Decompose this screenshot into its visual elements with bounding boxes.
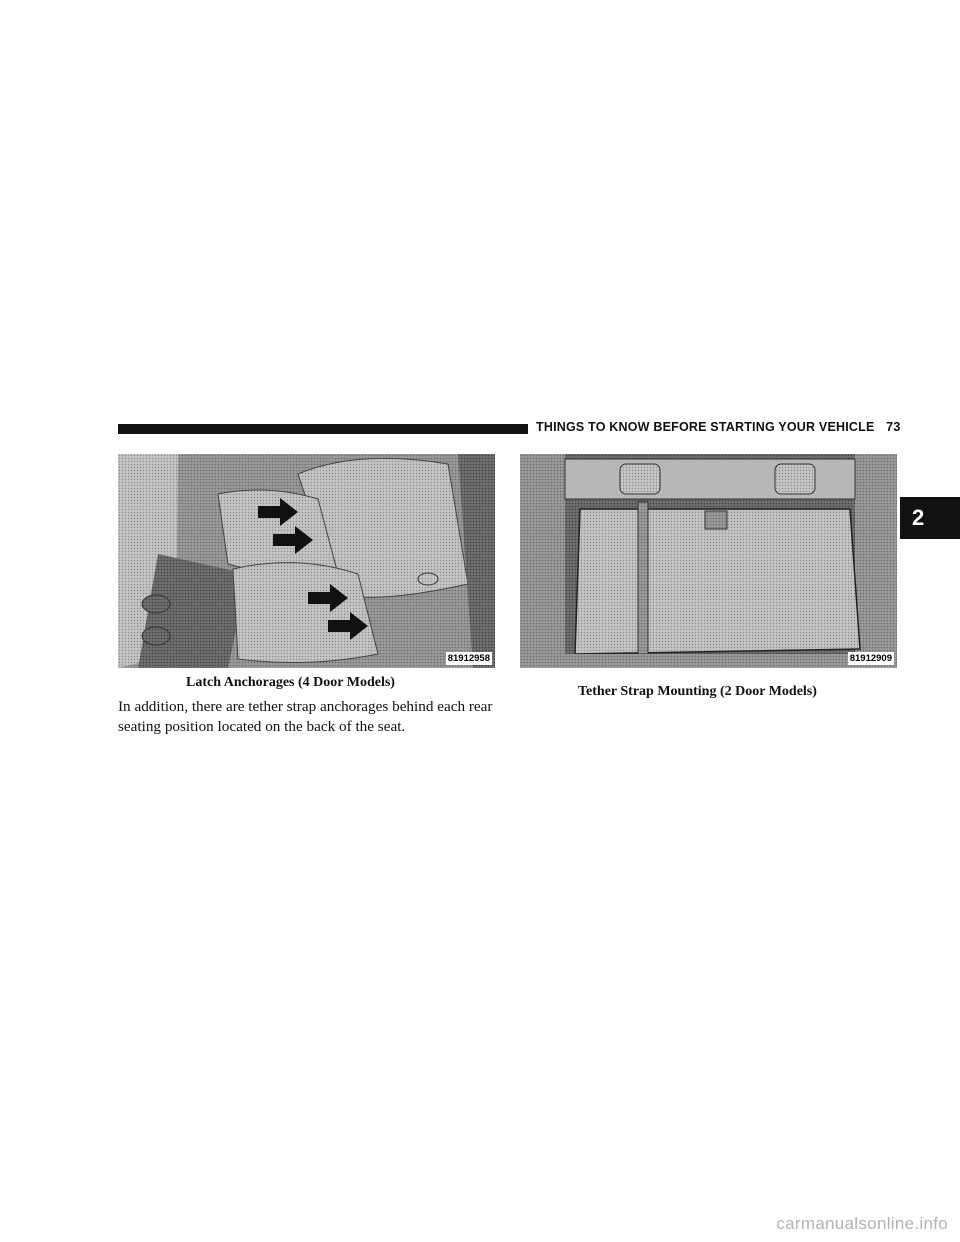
page-number: 73 [886,420,901,434]
header-rule [118,424,528,434]
chapter-tab: 2 [900,497,960,539]
body-paragraph: In addition, there are tether strap anchorages behind each rear seating position located on the back of the seat. [118,698,493,735]
watermark-text: carmanualsonline.info [776,1214,948,1233]
figure-code: 81912909 [849,653,892,664]
tether-strap-illustration [520,454,897,668]
cargo-seatback-drawing [520,454,897,668]
figure-code: 81912958 [447,653,490,664]
figure-caption: Latch Anchorages (4 Door Models) [186,675,395,690]
running-header [536,420,900,434]
section-title: THINGS TO KNOW BEFORE STARTING YOUR VEHICLE [536,420,875,434]
rear-seat-drawing [118,454,495,668]
figure-caption: Tether Strap Mounting (2 Door Models) [578,684,817,699]
latch-anchorages-illustration [118,454,495,668]
